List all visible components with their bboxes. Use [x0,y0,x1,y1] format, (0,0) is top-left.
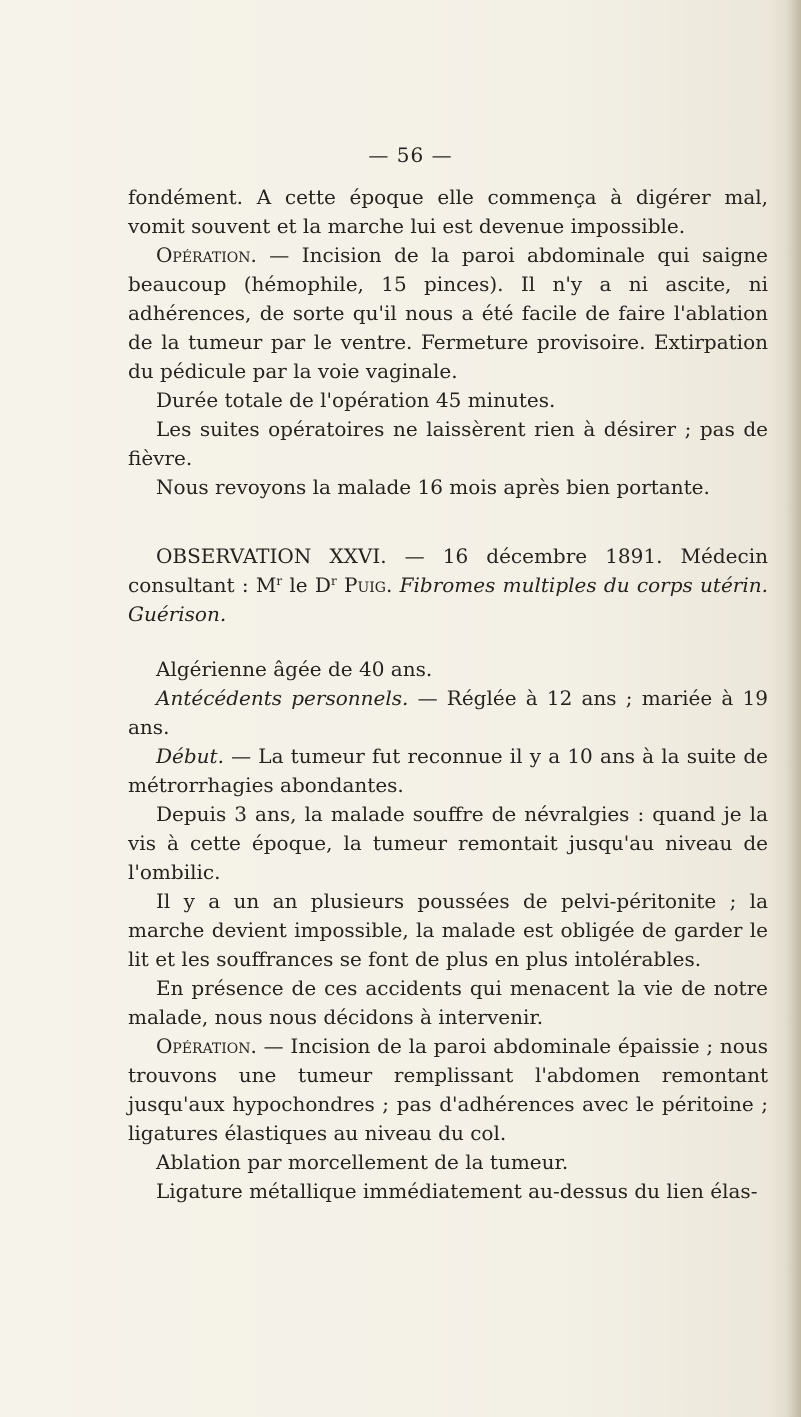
mr-sup: r [276,574,283,588]
observation-head: OBSERVATION XXVI. — 16 décembre 1891. Médecin consultant : [128,544,768,597]
operation-text: — Incision de la paroi abdominale qui saigne beaucoup (hémophile, 15 pinces). Il n'y a ni ascite, ni adhérences, de sorte qu'il nous a été facile de faire l'ablation de la tumeur par le ventre. Fermeture provisoire. Extirpation du pédicule par la voie vaginale. [128,243,768,383]
page-number: — 56 — [368,143,453,167]
le-text: le [282,573,315,597]
doctor-name: Puig [336,573,386,597]
paragraph: Les suites opératoires ne laissèrent rien à désirer ; pas de fièvre. [128,417,768,470]
text-section-case [128,655,768,1206]
paragraph: Durée totale de l'opération 45 minutes. [156,388,556,412]
paragraph: Il y a un an plusieurs poussées de pelvi-péritonite ; la marche devient impossible, la malade est obligée de garder le lit et les souffrances se font de plus en plus intolérables. [128,889,768,971]
paragraph: fondément. A cette époque elle commença à digérer mal, vomit souvent et la marche lui est devenue impossible. [128,185,768,238]
paragraph-operation [128,241,768,386]
after-name: . [385,573,400,597]
paragraph: Algérienne âgée de 40 ans. [156,657,433,681]
mr-abbrev: M [255,573,277,597]
paragraph: En présence de ces accidents qui menacent la vie de notre malade, nous nous décidons à intervenir. [128,976,768,1029]
paragraph: Ablation par morcellement de la tumeur. [156,1150,569,1174]
paragraph: Ligature métallique immédiatement au-dessus du lien élas- [156,1179,758,1203]
debut-label: Début. [156,744,224,768]
paragraph-debut [128,742,768,800]
debut-text: — La tumeur fut reconnue il y a 10 ans à la suite de métrorrhagies abondantes. [128,744,768,797]
paragraph: Nous revoyons la malade 16 mois après bien portante. [156,475,710,499]
page-edge-shadow [787,0,801,1417]
observation-heading [128,542,768,629]
antecedents-label: Antécédents personnels. [156,686,409,710]
operation-label: Opération. [156,1034,257,1058]
observation-title-paragraph [128,542,768,629]
paragraph-operation-2 [128,1032,768,1148]
operation-label: Opération. [156,243,257,267]
dr-abbrev: D [314,573,331,597]
dr-sup: r [330,574,337,588]
text-section-operation-1 [128,183,768,502]
observation-subject: Fibromes multiples du corps utérin. Guérison. [128,573,768,626]
operation-text: — Incision de la paroi abdominale épaissie ; nous trouvons une tumeur remplissant l'abdomen remontant jusqu'aux hypochondres ; pas d'adhérences avec le péritoine ; ligatures élastiques au niveau du col. [128,1034,768,1145]
antecedents-text: — Réglée à 12 ans ; mariée à 19 ans. [128,686,768,739]
paragraph: Depuis 3 ans, la malade souffre de névralgies : quand je la vis à cette époque, la tumeur remontait jusqu'au niveau de l'ombilic. [128,802,768,884]
paragraph-antecedents [128,684,768,742]
